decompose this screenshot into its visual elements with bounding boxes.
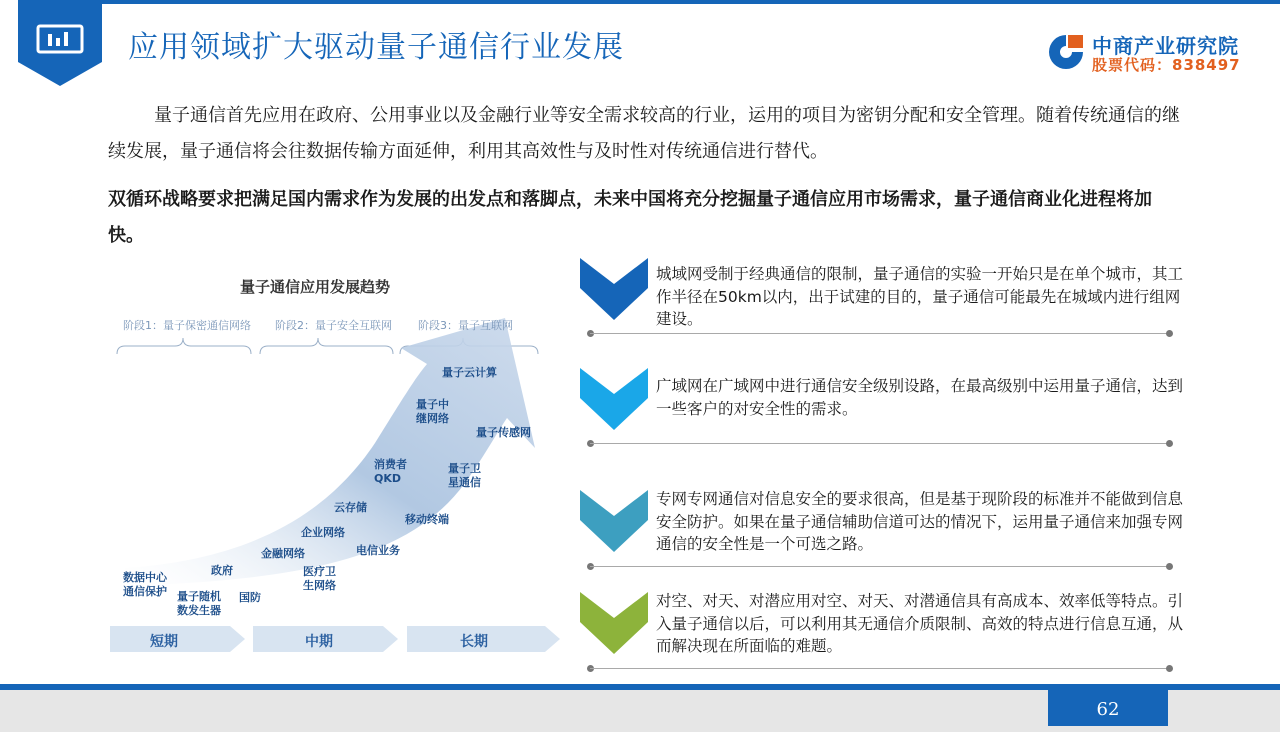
label-quantum-satellite: 量子卫 星通信 [448,462,481,489]
separator [590,333,1168,334]
label-telecom-business: 电信业务 [356,544,400,557]
label-medical-network: 医疗卫 生网络 [303,565,336,592]
stage-3: 阶段3：量子互联网 [418,319,513,332]
chevron-down-icon [580,258,648,320]
label-finance-network: 金融网络 [261,547,305,560]
logo-mark-icon [1046,32,1086,72]
label-quantum-sensing: 量子传感网 [476,426,531,439]
list-item [580,258,1188,342]
logo-name: 中商产业研究院 [1092,34,1239,58]
separator-dot [1166,330,1173,337]
label-consumer-qkd: 消费者 QKD [374,458,407,485]
trend-graphic [105,268,575,668]
label-enterprise-network: 企业网络 [301,526,345,539]
company-logo [1046,28,1256,78]
separator [590,443,1168,444]
page-number: 62 [1048,684,1168,726]
item-text: 城域网受制于经典通信的限制，量子通信的实验一开始只是在单个城市，其工作半径在50km以内，出于试建的目的，量子通信可能最先在城域内进行组网建设。 [656,265,1184,328]
phase-short: 短期 [150,634,178,650]
chevron-down-icon [580,368,648,430]
stock-code: 股票代码：838497 [1092,56,1241,74]
item-text: 对空、对天、对潜应用对空、对天、对潜通信具有高成本、效率低等特点。引入量子通信以后，可以利用其无通信介质限制、高效的特点进行信息互通，从而解决现在所面临的难题。 [656,592,1184,655]
separator-dot [1166,563,1173,570]
separator [590,668,1168,669]
intro-paragraph-bold: 双循环战略要求把满足国内需求作为发展的出发点和落脚点，未来中国将充分挖掘量子通信应用市场需求，量子通信商业化进程将加快。 [108,189,1152,246]
label-cloud-storage: 云存储 [334,501,367,514]
page-title: 应用领域扩大驱动量子通信行业发展 [128,30,624,65]
label-government: 政府 [211,564,233,577]
phase-mid: 中期 [305,634,333,650]
phase-long: 长期 [460,634,488,650]
separator-dot [1166,665,1173,672]
label-quantum-relay: 量子中 继网络 [416,398,449,425]
header-rule [102,0,1280,4]
item-text: 广域网在广域网中进行通信安全级别设路，在最高级别中运用量子通信，达到一些客户的对安全性的需求。 [656,377,1184,418]
header-tab [18,0,102,86]
intro-paragraph: 量子通信首先应用在政府、公用事业以及金融行业等安全需求较高的行业，运用的项目为密钥分配和安全管理。随着传统通信的继续发展，量子通信将会往数据传输方面延伸，利用其高效性与及时性对传统通信进行替代。 [108,105,1180,162]
chevron-down-icon [580,490,648,552]
separator-dot [1166,440,1173,447]
label-qrng: 量子随机 数发生器 [177,590,221,617]
separator [590,566,1168,567]
list-item [580,368,1188,452]
trend-title: 量子通信应用发展趋势 [240,278,391,296]
label-defense: 国防 [239,591,261,604]
list-item [580,592,1188,676]
chevron-down-icon [580,592,648,654]
stage-1: 阶段1：量子保密通信网络 [123,319,251,332]
item-text: 专网专网通信对信息安全的要求很高，但是基于现阶段的标准并不能做到信息安全防护。如果在量子通信辅助信道可达的情况下，运用量子通信来加强专网通信的安全性是一个可选之路。 [656,490,1184,553]
label-mobile-terminal: 移动终端 [405,513,449,526]
label-data-center: 数据中心 通信保护 [123,571,167,598]
label-quantum-cloud: 量子云计算 [442,366,497,379]
stage-2: 阶段2：量子安全互联网 [275,319,392,332]
list-item [580,490,1188,574]
